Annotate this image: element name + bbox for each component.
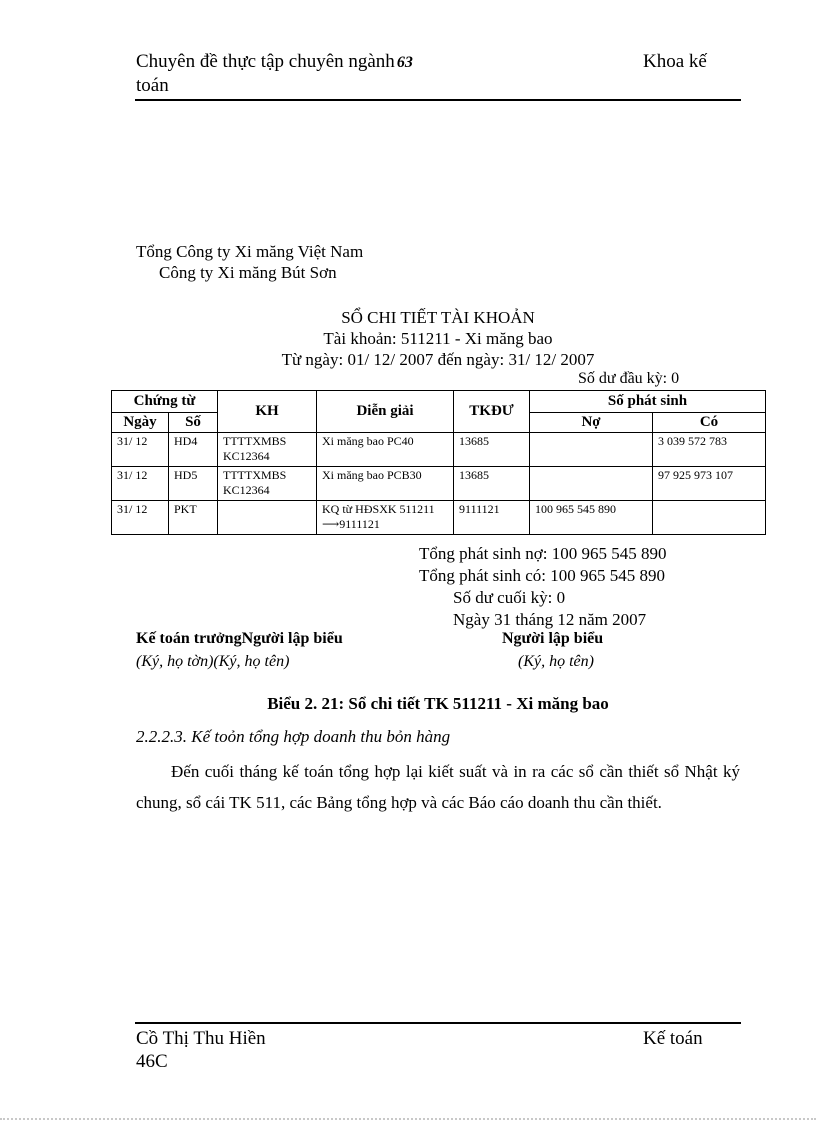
- cell-date: 31/ 12: [112, 433, 169, 467]
- header-voucher: Chứng từ: [112, 391, 218, 413]
- page-header-title: [136, 50, 466, 97]
- signature-title-right: Người lập biểu: [502, 630, 604, 647]
- signature-notes-left: (Ký, họ tờn)(Ký, họ tên): [136, 653, 290, 670]
- cell-description: Xi măng bao PCB30: [317, 467, 454, 501]
- cell-credit: 97 925 973 107: [653, 467, 766, 501]
- ledger-account: Tài khoản: 511211 - Xi măng bao: [323, 329, 553, 348]
- cell-credit: [653, 501, 766, 535]
- signature-titles-left: Kế toán trưởngNgười lập biểu: [136, 630, 343, 647]
- ledger-title: SỔ CHI TIẾT TÀI KHOẢN: [341, 308, 535, 327]
- opening-balance: Số dư đầu kỳ: 0: [578, 370, 680, 387]
- cell-contra-account: 9111121: [454, 501, 530, 535]
- header-debit: Nợ: [530, 413, 653, 433]
- header-title-line1: Chuyên đề thực tập chuyên ngành: [136, 51, 395, 72]
- header-rule: [135, 99, 741, 101]
- header-credit: Có: [653, 413, 766, 433]
- table-row: [112, 501, 766, 535]
- cell-date: 31/ 12: [112, 467, 169, 501]
- cell-number: HD4: [169, 433, 218, 467]
- table-caption: Biểu 2. 21: Sổ chi tiết TK 511211 - Xi măng bao: [267, 694, 609, 713]
- company-name: Công ty Xi măng Bút Sơn: [159, 263, 337, 282]
- table-row: [112, 433, 766, 467]
- header-date: Ngày: [112, 413, 169, 433]
- closing-balance: Số dư cuối kỳ: 0: [453, 588, 566, 607]
- cell-number: PKT: [169, 501, 218, 535]
- header-customer: KH: [218, 391, 317, 433]
- cell-debit: 100 965 545 890: [530, 501, 653, 535]
- date-line: Ngày 31 tháng 12 năm 2007: [453, 610, 647, 629]
- page-number: 63: [396, 54, 413, 71]
- subsection-heading: 2.2.2.3. Kế toỏn tổng hợp doanh thu bỏn hàng: [136, 727, 451, 746]
- cell-description: KQ từ HĐSXK 511211 ⟶9111121: [317, 501, 454, 535]
- cell-debit: [530, 433, 653, 467]
- cell-contra-account: 13685: [454, 433, 530, 467]
- footer-author: [136, 1027, 266, 1073]
- parent-company: Tổng Công ty Xi măng Việt Nam: [136, 242, 364, 261]
- body-paragraph: Đến cuối tháng kế toán tổng hợp lại kiết suất và in ra các sổ cần thiết sổ Nhật ký chung, sổ cái TK 511, các Bảng tổng hợp và các Báo cáo doanh thu cần thiết.: [136, 762, 740, 812]
- cell-description: Xi măng bao PC40: [317, 433, 454, 467]
- cell-customer: TTTTXMBS KC12364: [218, 467, 317, 501]
- signature-note-right: (Ký, họ tên): [518, 653, 594, 670]
- footer-rule: [135, 1022, 741, 1024]
- header-title-line2: toán: [136, 75, 169, 96]
- header-description: Diễn giải: [317, 391, 454, 433]
- total-credit: Tổng phát sinh có: 100 965 545 890: [419, 566, 666, 585]
- cell-customer: TTTTXMBS KC12364: [218, 433, 317, 467]
- footer-author-class: 46C: [136, 1051, 168, 1072]
- page-bottom-dotted-line: [0, 1118, 816, 1120]
- cell-customer: [218, 501, 317, 535]
- footer-author-name: Cồ Thị Thu Hiền: [136, 1028, 266, 1049]
- header-contra-account: TKĐƯ: [454, 391, 530, 433]
- ledger-period: Từ ngày: 01/ 12/ 2007 đến ngày: 31/ 12/ 2007: [281, 350, 595, 369]
- cell-debit: [530, 467, 653, 501]
- ledger-table: [111, 390, 766, 535]
- table-row: [112, 467, 766, 501]
- header-number: Số: [169, 413, 218, 433]
- cell-contra-account: 13685: [454, 467, 530, 501]
- header-movement: Số phát sinh: [530, 391, 766, 413]
- cell-number: HD5: [169, 467, 218, 501]
- header-department: Khoa kế: [643, 51, 707, 72]
- total-debit: Tổng phát sinh nợ: 100 965 545 890: [419, 544, 667, 563]
- cell-credit: 3 039 572 783: [653, 433, 766, 467]
- cell-date: 31/ 12: [112, 501, 169, 535]
- footer-department: Kế toán: [643, 1028, 703, 1049]
